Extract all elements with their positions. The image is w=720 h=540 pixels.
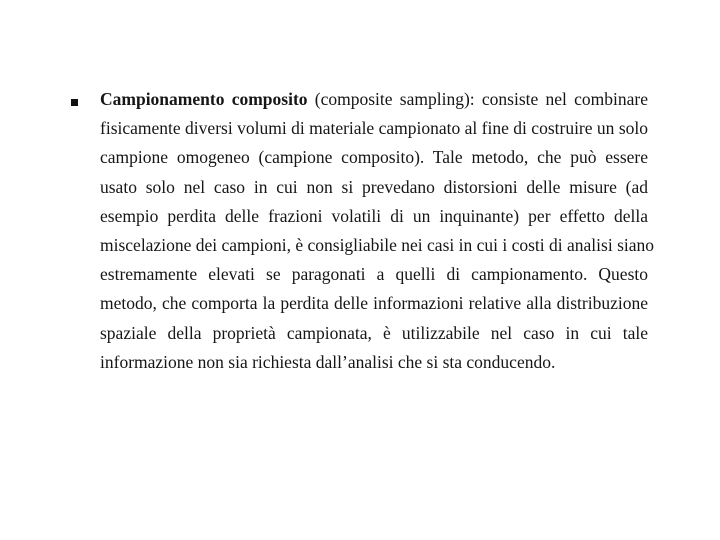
body-paragraph — [100, 85, 655, 377]
paragraph-line: esempio perdita delle frazioni volatili di un inquinante) per effetto della — [100, 205, 648, 226]
paragraph-line: campione omogeneo (campione composito). Tale metodo, che può essere — [100, 147, 648, 168]
paragraph-line: fisicamente diversi volumi di materiale campionato al fine di costruire un solo — [100, 118, 648, 139]
term-heading: Campionamento composito — [100, 89, 308, 109]
paragraph-line: metodo, che comporta la perdita delle informazioni relative alla distribuzione — [100, 293, 648, 314]
paragraph-line: estremamente elevati se paragonati a quelli di campionamento. Questo — [100, 264, 648, 285]
paragraph-line-1-text: (composite sampling): consiste nel combinare — [307, 89, 648, 109]
paragraph-line: miscelazione dei campioni, è consigliabile nei casi in cui i costi di analisi siano — [100, 235, 655, 256]
paragraph-line-1 — [100, 85, 648, 114]
bullet-square-icon — [71, 99, 78, 106]
paragraph-line: spaziale della proprietà campionata, è utilizzabile nel caso in cui tale — [100, 322, 648, 343]
paragraph-line-last: informazione non sia richiesta dall’analisi che si sta conducendo. — [100, 351, 556, 372]
paragraph-line: usato solo nel caso in cui non si prevedano distorsioni delle misure (ad — [100, 176, 648, 197]
